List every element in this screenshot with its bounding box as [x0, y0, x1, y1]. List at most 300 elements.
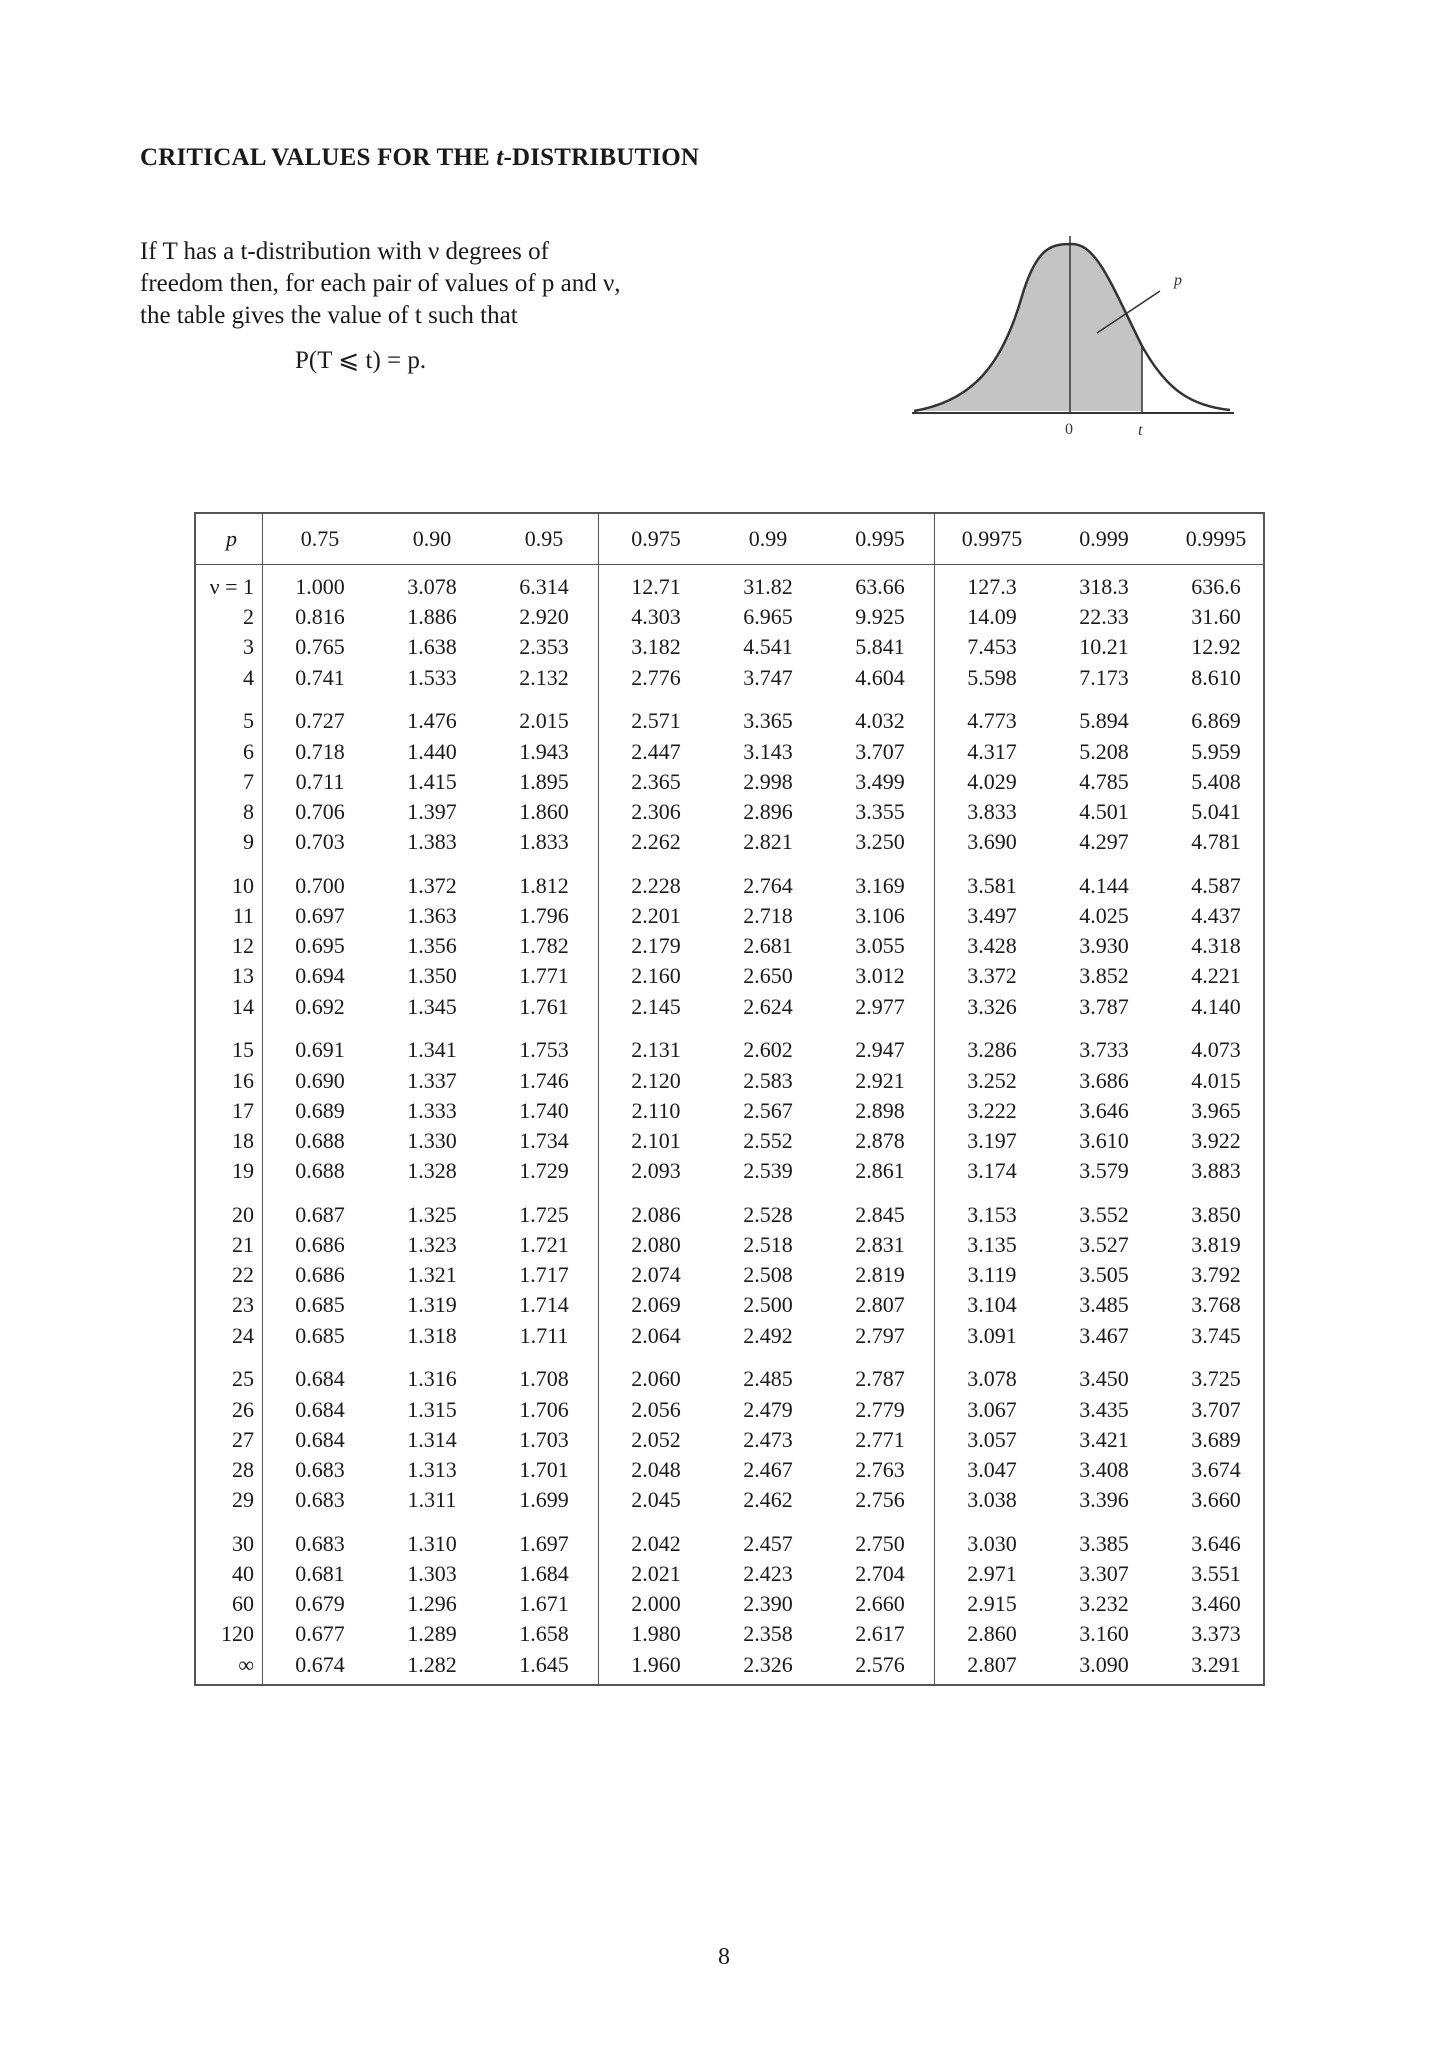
- table-cell: 2.447: [631, 738, 681, 764]
- table-cell: 3.078: [967, 1366, 1017, 1392]
- table-cell: 1.325: [407, 1201, 457, 1227]
- table-cell: 2.756: [855, 1487, 905, 1513]
- table-cell: 1.311: [407, 1487, 457, 1513]
- table-cell: 0.727: [295, 708, 345, 734]
- p-value-header: 0.99: [748, 526, 788, 551]
- nu-label: 19: [232, 1158, 254, 1184]
- table-cell: 0.686: [295, 1262, 345, 1288]
- shaded-area: [914, 244, 1142, 411]
- table-cell: 4.032: [855, 708, 905, 734]
- table-cell: 0.684: [295, 1366, 345, 1392]
- table-cell: 1.289: [407, 1621, 457, 1647]
- table-cell: 6.314: [519, 574, 569, 599]
- table-cell: 1.708: [519, 1366, 569, 1392]
- critical-values-table: [194, 512, 1265, 1686]
- table-cell: 2.576: [855, 1651, 905, 1677]
- page-number: 8: [718, 1944, 730, 1970]
- table-cell: 2.819: [855, 1262, 905, 1288]
- table-cell: 1.943: [519, 738, 569, 764]
- p-value-header: 0.9975: [961, 526, 1023, 551]
- table-cell: 2.552: [743, 1127, 793, 1153]
- table-cell: 2.860: [967, 1621, 1017, 1647]
- table-cell: 3.421: [1079, 1426, 1129, 1452]
- table-cell: 2.145: [631, 993, 681, 1019]
- table-cell: 1.345: [407, 993, 457, 1019]
- table-cell: 2.861: [855, 1158, 905, 1184]
- table-cell: 636.6: [1191, 574, 1241, 599]
- table-cell: 1.658: [519, 1621, 569, 1647]
- table-cell: 5.041: [1191, 798, 1241, 824]
- table-cell: 3.055: [855, 933, 905, 959]
- table-cell: 4.781: [1191, 829, 1241, 855]
- table-cell: 1.706: [519, 1396, 569, 1422]
- table-cell: 2.500: [743, 1292, 793, 1318]
- table-cell: 2.508: [743, 1262, 793, 1288]
- nu-label: 11: [232, 903, 254, 928]
- table-cell: 1.341: [407, 1037, 457, 1063]
- table-cell: 3.373: [1191, 1621, 1241, 1647]
- table-cell: 3.182: [631, 634, 681, 660]
- table-cell: 3.460: [1191, 1591, 1241, 1617]
- table-cell: 2.878: [855, 1127, 905, 1153]
- table-cell: 0.683: [295, 1487, 345, 1513]
- table-cell: 2.528: [743, 1201, 793, 1227]
- table-cell: 1.638: [407, 634, 457, 660]
- table-cell: 4.437: [1191, 903, 1241, 928]
- table-cell: 1.711: [519, 1322, 569, 1348]
- table-cell: 2.110: [631, 1097, 681, 1123]
- table-cell: 3.197: [967, 1127, 1017, 1153]
- table-cell: 3.747: [743, 664, 793, 690]
- table-cell: 2.086: [631, 1201, 681, 1227]
- table-cell: 1.316: [407, 1366, 457, 1392]
- table-cell: 1.415: [407, 768, 457, 794]
- table-cell: 3.385: [1079, 1530, 1129, 1556]
- table-cell: 0.711: [295, 768, 345, 794]
- nu-label: ∞: [238, 1651, 254, 1677]
- nu-label: 28: [232, 1456, 254, 1482]
- table-cell: 2.602: [743, 1037, 793, 1063]
- table-cell: 3.091: [967, 1322, 1017, 1348]
- table-cell: 3.090: [1079, 1651, 1129, 1677]
- intro-line: the table gives the value of t such that: [140, 302, 518, 329]
- table-cell: 4.221: [1191, 963, 1241, 989]
- table-cell: 2.365: [631, 768, 681, 794]
- table-cell: 2.764: [743, 872, 793, 898]
- table-cell: 2.921: [855, 1067, 905, 1093]
- table-cell: 2.660: [855, 1591, 905, 1617]
- table-cell: 0.685: [295, 1292, 345, 1318]
- table-cell: 12.92: [1191, 634, 1241, 660]
- table-cell: 5.208: [1079, 738, 1129, 764]
- table-cell: 3.038: [967, 1487, 1017, 1513]
- table-cell: 2.898: [855, 1097, 905, 1123]
- table-cell: 2.467: [743, 1456, 793, 1482]
- table-cell: 2.080: [631, 1232, 681, 1257]
- table-cell: 0.689: [295, 1097, 345, 1123]
- table-cell: 3.674: [1191, 1456, 1241, 1482]
- table-cell: 3.326: [967, 993, 1017, 1019]
- table-cell: 2.807: [855, 1292, 905, 1318]
- probability-formula: P(T ⩽ t) = p.: [295, 347, 427, 374]
- nu-label: 8: [243, 798, 254, 824]
- nu-label: ν = 1: [209, 574, 254, 599]
- table-cell: 3.160: [1079, 1621, 1129, 1647]
- table-cell: 5.598: [967, 664, 1017, 690]
- table-cell: 2.353: [519, 634, 569, 660]
- table-cell: 2.831: [855, 1232, 905, 1257]
- table-cell: 3.930: [1079, 933, 1129, 959]
- table-cell: 2.473: [743, 1426, 793, 1452]
- nu-label: 27: [232, 1426, 254, 1452]
- table-cell: 0.684: [295, 1396, 345, 1422]
- table-cell: 3.106: [855, 903, 905, 928]
- table-cell: 2.539: [743, 1158, 793, 1184]
- table-cell: 4.541: [743, 634, 793, 660]
- table-cell: 3.078: [407, 574, 457, 599]
- table-cell: 3.733: [1079, 1037, 1129, 1063]
- table-cell: 1.740: [519, 1097, 569, 1123]
- table-cell: 0.683: [295, 1530, 345, 1556]
- nu-label: 17: [232, 1097, 254, 1123]
- label-zero: 0: [1065, 421, 1073, 438]
- table-cell: 2.052: [631, 1426, 681, 1452]
- table-cell: 3.169: [855, 872, 905, 898]
- table-cell: 2.920: [519, 604, 569, 630]
- table-cell: 2.718: [743, 903, 793, 928]
- table-cell: 8.610: [1191, 664, 1241, 690]
- label-p: p: [1174, 272, 1182, 289]
- table-cell: 1.645: [519, 1651, 569, 1677]
- table-cell: 1.895: [519, 768, 569, 794]
- table-cell: 3.428: [967, 933, 1017, 959]
- table-cell: 0.687: [295, 1201, 345, 1227]
- table-cell: 1.980: [631, 1621, 681, 1647]
- table-cell: 2.750: [855, 1530, 905, 1556]
- table-cell: 0.697: [295, 903, 345, 928]
- table-cell: 1.697: [519, 1530, 569, 1556]
- table-cell: 0.685: [295, 1322, 345, 1348]
- table-cell: 0.718: [295, 738, 345, 764]
- nu-label: 30: [232, 1530, 254, 1556]
- table-cell: 3.850: [1191, 1201, 1241, 1227]
- table-cell: 3.965: [1191, 1097, 1241, 1123]
- nu-label: 120: [221, 1621, 254, 1647]
- table-cell: 0.684: [295, 1426, 345, 1452]
- nu-label: 7: [243, 768, 254, 794]
- table-cell: 3.745: [1191, 1322, 1241, 1348]
- table-cell: 3.660: [1191, 1487, 1241, 1513]
- table-cell: 1.323: [407, 1232, 457, 1257]
- table-cell: 3.174: [967, 1158, 1017, 1184]
- table-cell: 3.222: [967, 1097, 1017, 1123]
- table-cell: 1.350: [407, 963, 457, 989]
- table-cell: 3.707: [1191, 1396, 1241, 1422]
- table-cell: 2.064: [631, 1322, 681, 1348]
- nu-label: 25: [232, 1366, 254, 1392]
- table-cell: 5.894: [1079, 708, 1129, 734]
- table-cell: 3.646: [1079, 1097, 1129, 1123]
- table-cell: 2.681: [743, 933, 793, 959]
- p-header-label: p: [226, 526, 237, 551]
- table-cell: 2.462: [743, 1487, 793, 1513]
- table-cell: 4.140: [1191, 993, 1241, 1019]
- table-cell: 2.650: [743, 963, 793, 989]
- table-cell: 4.297: [1079, 829, 1129, 855]
- table-cell: 3.527: [1079, 1232, 1129, 1257]
- table-cell: 0.816: [295, 604, 345, 630]
- table-cell: 2.617: [855, 1621, 905, 1647]
- table-cell: 0.688: [295, 1158, 345, 1184]
- table-cell: 1.533: [407, 664, 457, 690]
- table-cell: 1.328: [407, 1158, 457, 1184]
- table-cell: 1.337: [407, 1067, 457, 1093]
- table-cell: 0.695: [295, 933, 345, 959]
- table-cell: 2.131: [631, 1037, 681, 1063]
- table-cell: 2.971: [967, 1561, 1017, 1586]
- p-value-header: 0.975: [631, 526, 681, 551]
- table-cell: 4.773: [967, 708, 1017, 734]
- table-cell: 1.721: [519, 1232, 569, 1257]
- nu-label: 60: [232, 1591, 254, 1617]
- table-cell: 2.120: [631, 1067, 681, 1093]
- table-cell: 0.683: [295, 1456, 345, 1482]
- table-cell: 2.787: [855, 1366, 905, 1392]
- table-cell: 3.143: [743, 738, 793, 764]
- table-cell: 2.624: [743, 993, 793, 1019]
- p-value-header: 0.999: [1079, 526, 1129, 551]
- table-cell: 3.291: [1191, 1651, 1241, 1677]
- table-cell: 1.333: [407, 1097, 457, 1123]
- table-cell: 1.440: [407, 738, 457, 764]
- table-cell: 1.703: [519, 1426, 569, 1452]
- table-cell: 2.807: [967, 1651, 1017, 1677]
- table-cell: 0.691: [295, 1037, 345, 1063]
- table-cell: 5.959: [1191, 738, 1241, 764]
- table-cell: 3.307: [1079, 1561, 1129, 1586]
- table-cell: 2.763: [855, 1456, 905, 1482]
- table-cell: 1.383: [407, 829, 457, 855]
- table-cell: 7.173: [1079, 664, 1129, 690]
- nu-label: 23: [232, 1292, 254, 1318]
- table-cell: 5.841: [855, 634, 905, 660]
- table-cell: 4.015: [1191, 1067, 1241, 1093]
- table-cell: 4.317: [967, 738, 1017, 764]
- table-cell: 2.896: [743, 798, 793, 824]
- table-cell: 1.310: [407, 1530, 457, 1556]
- title-suffix: -DISTRIBUTION: [503, 144, 700, 171]
- table-cell: 3.435: [1079, 1396, 1129, 1422]
- table-cell: 3.579: [1079, 1158, 1129, 1184]
- table-cell: 1.321: [407, 1262, 457, 1288]
- table-cell: 1.753: [519, 1037, 569, 1063]
- table-cell: 3.450: [1079, 1366, 1129, 1392]
- table-cell: 1.000: [295, 574, 345, 599]
- table-cell: 3.250: [855, 829, 905, 855]
- nu-label: 3: [243, 634, 254, 660]
- table-cell: 2.015: [519, 708, 569, 734]
- table-cell: 2.776: [631, 664, 681, 690]
- table-cell: 4.073: [1191, 1037, 1241, 1063]
- table-cell: 2.779: [855, 1396, 905, 1422]
- table-cell: 2.045: [631, 1487, 681, 1513]
- table-cell: 3.408: [1079, 1456, 1129, 1482]
- table-cell: 0.679: [295, 1591, 345, 1617]
- table-cell: 3.135: [967, 1232, 1017, 1257]
- nu-label: 29: [232, 1487, 254, 1513]
- table-cell: 0.674: [295, 1651, 345, 1677]
- table-cell: 1.356: [407, 933, 457, 959]
- table-cell: 3.057: [967, 1426, 1017, 1452]
- table-cell: 1.684: [519, 1561, 569, 1586]
- table-cell: 2.485: [743, 1366, 793, 1392]
- table-cell: 1.771: [519, 963, 569, 989]
- table-cell: 2.423: [743, 1561, 793, 1586]
- table-cell: 2.093: [631, 1158, 681, 1184]
- nu-label: 40: [232, 1561, 254, 1586]
- table-cell: 31.60: [1191, 604, 1241, 630]
- nu-label: 4: [243, 664, 254, 690]
- table-cell: 3.252: [967, 1067, 1017, 1093]
- table-cell: 6.965: [743, 604, 793, 630]
- table-cell: 0.692: [295, 993, 345, 1019]
- table-cell: 3.497: [967, 903, 1017, 928]
- table-cell: 1.886: [407, 604, 457, 630]
- table-cell: 1.282: [407, 1651, 457, 1677]
- table-cell: 2.845: [855, 1201, 905, 1227]
- table-cell: 1.313: [407, 1456, 457, 1482]
- table-cell: 3.030: [967, 1530, 1017, 1556]
- table-cell: 2.704: [855, 1561, 905, 1586]
- table-cell: 4.029: [967, 768, 1017, 794]
- table-cell: 3.787: [1079, 993, 1129, 1019]
- table-cell: 3.610: [1079, 1127, 1129, 1153]
- table-cell: 3.372: [967, 963, 1017, 989]
- table-cell: 2.771: [855, 1426, 905, 1452]
- table-cell: 1.734: [519, 1127, 569, 1153]
- table-cell: 1.746: [519, 1067, 569, 1093]
- table-cell: 9.925: [855, 604, 905, 630]
- table-cell: 2.101: [631, 1127, 681, 1153]
- table-cell: 3.552: [1079, 1201, 1129, 1227]
- table-cell: 2.390: [743, 1591, 793, 1617]
- nu-label: 21: [232, 1232, 254, 1257]
- column-divider: [262, 514, 263, 1684]
- table-cell: 1.729: [519, 1158, 569, 1184]
- table-cell: 0.688: [295, 1127, 345, 1153]
- nu-label: 22: [232, 1262, 254, 1288]
- table-cell: 3.505: [1079, 1262, 1129, 1288]
- table-cell: 2.048: [631, 1456, 681, 1482]
- table-cell: 1.476: [407, 708, 457, 734]
- table-cell: 318.3: [1079, 574, 1129, 599]
- table-cell: 63.66: [855, 574, 905, 599]
- table-cell: 0.706: [295, 798, 345, 824]
- table-cell: 0.686: [295, 1232, 345, 1257]
- table-cell: 1.303: [407, 1561, 457, 1586]
- t-distribution-figure: [912, 236, 1242, 446]
- table-cell: 3.355: [855, 798, 905, 824]
- intro-text: [140, 236, 700, 332]
- p-value-header: 0.90: [412, 526, 452, 551]
- nu-label: 15: [232, 1037, 254, 1063]
- table-cell: 0.694: [295, 963, 345, 989]
- column-divider: [598, 514, 599, 1684]
- table-cell: 3.047: [967, 1456, 1017, 1482]
- table-cell: 3.768: [1191, 1292, 1241, 1318]
- table-cell: 2.160: [631, 963, 681, 989]
- p-value-header: 0.95: [524, 526, 564, 551]
- table-cell: 5.408: [1191, 768, 1241, 794]
- nu-label: 5: [243, 708, 254, 734]
- nu-label: 9: [243, 829, 254, 855]
- column-divider: [934, 514, 935, 1684]
- table-cell: 2.797: [855, 1322, 905, 1348]
- table-cell: 1.314: [407, 1426, 457, 1452]
- table-cell: 4.501: [1079, 798, 1129, 824]
- table-cell: 0.690: [295, 1067, 345, 1093]
- table-cell: 1.671: [519, 1591, 569, 1617]
- nu-label: 20: [232, 1201, 254, 1227]
- table-cell: 22.33: [1079, 604, 1129, 630]
- table-cell: 0.700: [295, 872, 345, 898]
- table-cell: 3.690: [967, 829, 1017, 855]
- table-cell: 3.883: [1191, 1158, 1241, 1184]
- table-cell: 2.977: [855, 993, 905, 1019]
- table-cell: 7.453: [967, 634, 1017, 660]
- nu-label: 26: [232, 1396, 254, 1422]
- table-cell: 3.104: [967, 1292, 1017, 1318]
- nu-label: 12: [232, 933, 254, 959]
- table-cell: 1.315: [407, 1396, 457, 1422]
- table-cell: 1.372: [407, 872, 457, 898]
- table-cell: 0.681: [295, 1561, 345, 1586]
- nu-label: 10: [232, 872, 254, 898]
- table-cell: 31.82: [743, 574, 793, 599]
- nu-label: 2: [243, 604, 254, 630]
- table-cell: 2.821: [743, 829, 793, 855]
- table-cell: 1.319: [407, 1292, 457, 1318]
- table-cell: 1.330: [407, 1127, 457, 1153]
- table-cell: 3.467: [1079, 1322, 1129, 1348]
- table-cell: 2.069: [631, 1292, 681, 1318]
- table-cell: 2.567: [743, 1097, 793, 1123]
- table-cell: 3.581: [967, 872, 1017, 898]
- table-cell: 10.21: [1079, 634, 1129, 660]
- table-cell: 4.318: [1191, 933, 1241, 959]
- nu-label: 6: [243, 738, 254, 764]
- table-cell: 127.3: [967, 574, 1017, 599]
- table-cell: 2.457: [743, 1530, 793, 1556]
- nu-label: 14: [232, 993, 254, 1019]
- table-cell: 2.060: [631, 1366, 681, 1392]
- table-cell: 2.074: [631, 1262, 681, 1288]
- table-cell: 3.686: [1079, 1067, 1129, 1093]
- table-cell: 1.812: [519, 872, 569, 898]
- table-cell: 2.358: [743, 1621, 793, 1647]
- table-cell: 3.232: [1079, 1591, 1129, 1617]
- table-cell: 0.765: [295, 634, 345, 660]
- table-cell: 2.998: [743, 768, 793, 794]
- table-cell: 3.852: [1079, 963, 1129, 989]
- table-cell: 12.71: [631, 574, 681, 599]
- nu-label: 18: [232, 1127, 254, 1153]
- table-cell: 2.479: [743, 1396, 793, 1422]
- intro-line: If T has a t-distribution with ν degrees of: [140, 238, 549, 265]
- table-cell: 0.741: [295, 664, 345, 690]
- table-cell: 2.228: [631, 872, 681, 898]
- table-cell: 3.922: [1191, 1127, 1241, 1153]
